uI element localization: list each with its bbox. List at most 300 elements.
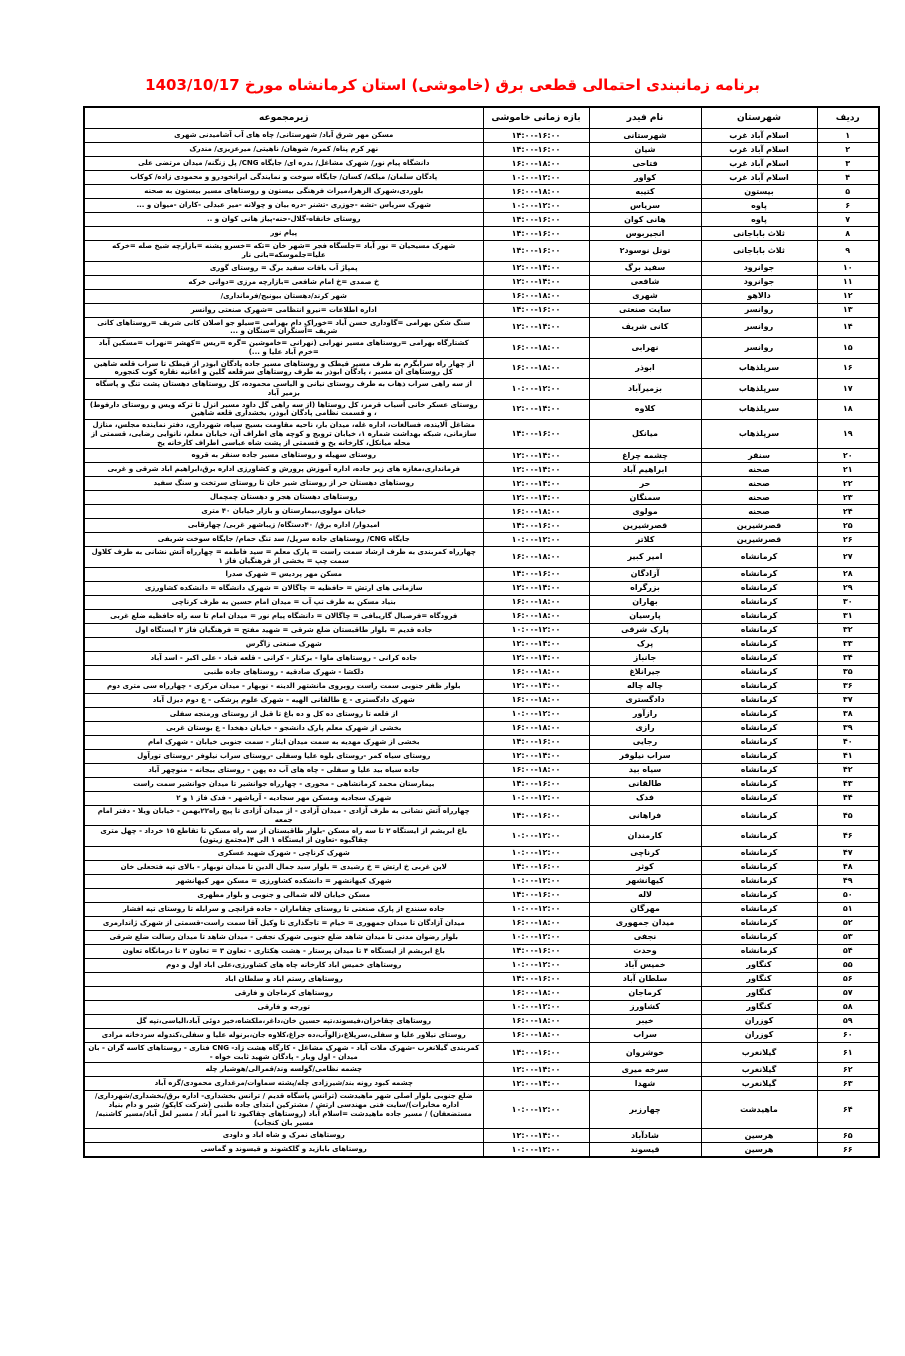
county-cell: کرمانشاه: [701, 930, 817, 944]
table-row: [84, 1077, 879, 1091]
area-cell: بخشی از شهرک مهدیه به سمت میدان ایثار - سمت جنوبی خیابان - شهرک امام: [84, 735, 483, 749]
table-row: [84, 651, 879, 665]
area-cell: چشمه کبود رونه بند/شیرزادی چله/پشته سماوات/مرغداری محمودی/گزه آباد: [84, 1077, 483, 1091]
table-row: [84, 665, 879, 679]
feeder-cell: شهرستانی: [589, 129, 701, 143]
feeder-cell: سلطان آباد: [589, 972, 701, 986]
time-cell: ۱۴:۰۰-۱۶:۰۰: [483, 1042, 589, 1063]
row-number-cell: ۵۷: [817, 986, 879, 1000]
table-row: [84, 1028, 879, 1042]
time-cell: ۱۴:۰۰-۱۶:۰۰: [483, 777, 589, 791]
time-cell: ۱۰:۰۰-۱۲:۰۰: [483, 874, 589, 888]
feeder-cell: لاله: [589, 888, 701, 902]
feeder-cell: کرناچی: [589, 846, 701, 860]
feeder-cell: خوشروان: [589, 1042, 701, 1063]
county-cell: کرمانشاه: [701, 581, 817, 595]
row-number-cell: ۴۳: [817, 777, 879, 791]
area-cell: روستای سیاه کمر -روستای بلوه علیا وسفلی -روستای سراب نیلوفر -روستای تورآول: [84, 749, 483, 763]
header-row-number: ردیف: [817, 107, 879, 129]
time-cell: ۱۴:۰۰-۱۶:۰۰: [483, 972, 589, 986]
row-number-cell: ۵۱: [817, 902, 879, 916]
row-number-cell: ۲۹: [817, 581, 879, 595]
row-number-cell: ۱۵: [817, 338, 879, 359]
time-cell: ۱۲:۰۰-۱۴:۰۰: [483, 637, 589, 651]
row-number-cell: ۵۵: [817, 958, 879, 972]
row-number-cell: ۶۳: [817, 1077, 879, 1091]
area-cell: فرمانداری،مغازه های زیر جاده، اداره آموزش پرورش و کشاورزی اداره برق،ابراهیم اباد شرقی و غربی: [84, 463, 483, 477]
county-cell: کرمانشاه: [701, 609, 817, 623]
table-row: [84, 944, 879, 958]
feeder-cell: پارسیان: [589, 609, 701, 623]
time-cell: ۱۶:۰۰-۱۸:۰۰: [483, 721, 589, 735]
county-cell: کرمانشاه: [701, 749, 817, 763]
area-cell: روستای خانقاه-گلال-حنه-پیاز هانی کوان و ..: [84, 213, 483, 227]
county-cell: کرمانشاه: [701, 791, 817, 805]
time-cell: ۱۶:۰۰-۱۸:۰۰: [483, 289, 589, 303]
area-cell: از سه راهی سراب ذهاب به طرف روستای نیانی و الیاسی محموده، کل روستاهای دهستان پشت تنگ و پاسگاه بزمیر آباد: [84, 379, 483, 400]
feeder-cell: سایت صنعتی: [589, 303, 701, 317]
county-cell: کوزران: [701, 1028, 817, 1042]
time-cell: ۱۴:۰۰-۱۶:۰۰: [483, 735, 589, 749]
feeder-cell: کلاوه: [589, 399, 701, 420]
feeder-cell: شهدا: [589, 1077, 701, 1091]
area-cell: ضلع جنوبی بلوار اصلی شهر ماهیدشت (ترانس پاسگاه قدیم / ترانس بخشداری- اداره برق/بخشداری/شهرداری/اداره مخابرات)/سایت فنی مهندسی ارتش / مشترکین ابتدای جاده طنبی (شرکت کاپکو/ شیر و دام بنیاد مستضعفان) / مسیر جاده ماهیدشت =اسلام آباد (روستاهای چقاکبود تا امیر آباد / مسیر لعل آباد/مسیر کاشنبه/مسیر بان کنجاب): [84, 1091, 483, 1129]
county-cell: سرپلذهاب: [701, 358, 817, 379]
area-cell: روستاهای نمرک و شاه اباد و داودی: [84, 1129, 483, 1143]
row-number-cell: ۱۸: [817, 399, 879, 420]
feeder-cell: پارک شرقی: [589, 623, 701, 637]
time-cell: ۱۴:۰۰-۱۶:۰۰: [483, 860, 589, 874]
feeder-cell: قصرشیرین: [589, 519, 701, 533]
time-cell: ۱۰:۰۰-۱۲:۰۰: [483, 791, 589, 805]
table-row: [84, 805, 879, 826]
row-number-cell: ۹: [817, 241, 879, 262]
table-row: [84, 338, 879, 359]
table-row: [84, 303, 879, 317]
row-number-cell: ۲: [817, 143, 879, 157]
time-cell: ۱۴:۰۰-۱۶:۰۰: [483, 888, 589, 902]
feeder-cell: فراهانی: [589, 805, 701, 826]
area-cell: تورجه و فارقی: [84, 1000, 483, 1014]
area-cell: نهر کرم پناه/ کمره/ شوهان/ ناهیتی/ میرعزیزی/ مندرک: [84, 143, 483, 157]
area-cell: فرودگاه =فرصبال گاریبافی = چاگالان = دانشگاه پیام نور = میدان امام تا سه راه حافظیه ضلع غربی: [84, 609, 483, 623]
feeder-cell: چاله چاله: [589, 679, 701, 693]
table-row: [84, 129, 879, 143]
feeder-cell: شهری: [589, 289, 701, 303]
row-number-cell: ۳۵: [817, 665, 879, 679]
row-number-cell: ۲۴: [817, 505, 879, 519]
table-row: [84, 777, 879, 791]
area-cell: شهرک کیهانشهر = دانشکده کشاورزی = مسکن مهر کیهانشهر: [84, 874, 483, 888]
county-cell: کنگاور: [701, 958, 817, 972]
area-cell: مشاغل آلاینده، فسالغات، اداره غله، میدان بار، ناحیه مقاومت بسیج سپاه، شهرداری، دفتر نماینده مجلس، منازل سازمانی، شبکه بهداشت شماره ۱، خیابان ترویج و کوچه های اطراف آن، خیابان معلم، نانوایی رضایی، قسمتی از محله میانکل، کارخانه یخ و قسمتی از پشت شاه عباسی اطراف کارخانه یخ: [84, 420, 483, 449]
table-row: [84, 505, 879, 519]
row-number-cell: ۱۴: [817, 317, 879, 338]
county-cell: کنگاور: [701, 972, 817, 986]
time-cell: ۱۰:۰۰-۱۲:۰۰: [483, 1000, 589, 1014]
feeder-cell: میانکل: [589, 420, 701, 449]
county-cell: روانسر: [701, 317, 817, 338]
row-number-cell: ۲۳: [817, 491, 879, 505]
county-cell: سنقر: [701, 449, 817, 463]
table-row: [84, 826, 879, 847]
table-row: [84, 902, 879, 916]
county-cell: اسلام آباد غرب: [701, 129, 817, 143]
table-row: [84, 358, 879, 379]
area-cell: مسکن مهر پردیس = شهرک صدرا: [84, 567, 483, 581]
table-row: [84, 275, 879, 289]
feeder-cell: خیبر: [589, 1014, 701, 1028]
feeder-cell: سریاس: [589, 199, 701, 213]
area-cell: روستاهای کرماجان و فارقی: [84, 986, 483, 1000]
area-cell: کشتارگاه بهرامی =روستاهای مسیر نهرابی (نهرانی =خاموشین =گره =ریس =کهشر =نهراب =مسکین آباد =خرم آباد علیا و ...): [84, 338, 483, 359]
county-cell: گیلانغرب: [701, 1077, 817, 1091]
area-cell: کمربندی گیلانغرب -شهرک ملات آباد - شهرک مشاغل - کارگاه هشت زاد- CNG فناری - روستاهای کاسه گران - بان میدان - اول ویار - پادگان شهید ثابت خواه -: [84, 1042, 483, 1063]
county-cell: کرمانشاه: [701, 902, 817, 916]
time-cell: ۱۰:۰۰-۱۲:۰۰: [483, 846, 589, 860]
row-number-cell: ۵۶: [817, 972, 879, 986]
area-cell: سنگ شکن بهرامی =گاوداری حسن آباد =خوراک دام بهرامی =سیلو جو اصلان کانی شریف =روستاهای کانی شریف =آسنگران =سنگان و ...: [84, 317, 483, 338]
time-cell: ۱۶:۰۰-۱۸:۰۰: [483, 986, 589, 1000]
area-cell: امیدوار/ اداره برق/ ۴۰دستگاه/ زیباشهر غربی/ چهارقابی: [84, 519, 483, 533]
time-cell: ۱۲:۰۰-۱۴:۰۰: [483, 399, 589, 420]
table-row: [84, 241, 879, 262]
row-number-cell: ۴: [817, 171, 879, 185]
feeder-cell: میدان جمهوری: [589, 916, 701, 930]
row-number-cell: ۵۸: [817, 1000, 879, 1014]
area-cell: روستاهای خمیس اباد کارخانه چاه های کشاورزی،علی اباد اول و دوم: [84, 958, 483, 972]
feeder-cell: حر: [589, 477, 701, 491]
table-row: [84, 261, 879, 275]
county-cell: روانسر: [701, 338, 817, 359]
feeder-cell: مولوی: [589, 505, 701, 519]
row-number-cell: ۴۷: [817, 846, 879, 860]
time-cell: ۱۴:۰۰-۱۶:۰۰: [483, 567, 589, 581]
feeder-cell: آزادگان: [589, 567, 701, 581]
row-number-cell: ۲۶: [817, 533, 879, 547]
area-cell: جاده سنندج از پارک صنعتی تا روستای چقاماران - جاده قزانچی و سرابله تا روستای تپه افشار: [84, 902, 483, 916]
table-row: [84, 289, 879, 303]
feeder-cell: بهاران: [589, 595, 701, 609]
county-cell: کرمانشاه: [701, 846, 817, 860]
time-cell: ۱۰:۰۰-۱۲:۰۰: [483, 958, 589, 972]
area-cell: روستاهای چقاخزان،فیسوند،تپه حسین خان،داغر،ملکشاه،خیر دوئی آباد،الیاسی،تپه گل: [84, 1014, 483, 1028]
area-cell: باغ ابریشم از ایستگاه ۲ تا سه راه مسکن -بلوار طاقبستان از سه راه مسکن تا تقاطع ۱۵ خرداد - چهل متری چقاگیوه -تعاون از ایستگاه ۱ الی ۴(مجتمع زیتون): [84, 826, 483, 847]
feeder-cell: کوثر: [589, 860, 701, 874]
area-cell: از قلعه تا روستای ده کل و ده باغ تا قبل از روستای ورمنجه سفلی: [84, 707, 483, 721]
area-cell: چهارراه آتش نشانی به طرف آزادی - میدان آزادی - از میدان آزادی تا پیچ راه۲۲بهمن - خیابان ویلا - دفتر امام جمعه: [84, 805, 483, 826]
time-cell: ۱۰:۰۰-۱۲:۰۰: [483, 171, 589, 185]
area-cell: چهارراه کمربندی به طرف ارشاد سمت راست = پارک معلم = سید فاطمه = چهارراه آتش نشانی به طرف کلاول سمت چپ = بخشی از فرهنگیان فاز ۱: [84, 547, 483, 568]
area-cell: بنیاد مسکن به طرف تپ آب = میدان امام حسین به طرف کرناچی: [84, 595, 483, 609]
row-number-cell: ۶۵: [817, 1129, 879, 1143]
time-cell: ۱۲:۰۰-۱۴:۰۰: [483, 275, 589, 289]
feeder-cell: شادآباد: [589, 1129, 701, 1143]
feeder-cell: شافعی: [589, 275, 701, 289]
time-cell: ۱۰:۰۰-۱۲:۰۰: [483, 902, 589, 916]
feeder-cell: سفید برگ: [589, 261, 701, 275]
feeder-cell: تونل نوسود۲: [589, 241, 701, 262]
time-cell: ۱۴:۰۰-۱۶:۰۰: [483, 143, 589, 157]
table-row: [84, 735, 879, 749]
row-number-cell: ۱۱: [817, 275, 879, 289]
area-cell: بلوار رضوان مدنی تا میدان شاهد ضلع جنوبی شهرک نجفی - میدان شاهد تا میدان رسالت ضلع شرقی: [84, 930, 483, 944]
row-number-cell: ۳۹: [817, 721, 879, 735]
row-number-cell: ۲۱: [817, 463, 879, 477]
county-cell: بیستون: [701, 185, 817, 199]
row-number-cell: ۵۳: [817, 930, 879, 944]
feeder-cell: سمنگان: [589, 491, 701, 505]
table-row: [84, 595, 879, 609]
feeder-cell: رازی: [589, 721, 701, 735]
time-cell: ۱۰:۰۰-۱۲:۰۰: [483, 930, 589, 944]
area-cell: میدان آزادگان تا میدان جمهوری = خیام = تاجگذاری تا وکیل آقا سمت راست-قسمتی از شهرک ژاندارمری: [84, 916, 483, 930]
table-row: [84, 623, 879, 637]
time-cell: ۱۶:۰۰-۱۸:۰۰: [483, 693, 589, 707]
table-row: [84, 888, 879, 902]
table-row: [84, 721, 879, 735]
county-cell: کرمانشاه: [701, 679, 817, 693]
table-row: [84, 213, 879, 227]
time-cell: ۱۴:۰۰-۱۶:۰۰: [483, 420, 589, 449]
time-cell: ۱۰:۰۰-۱۲:۰۰: [483, 826, 589, 847]
feeder-cell: امیر کبیر: [589, 547, 701, 568]
feeder-cell: سراب: [589, 1028, 701, 1042]
time-cell: ۱۰:۰۰-۱۲:۰۰: [483, 707, 589, 721]
table-row: [84, 547, 879, 568]
time-cell: ۱۲:۰۰-۱۴:۰۰: [483, 679, 589, 693]
time-cell: ۱۶:۰۰-۱۸:۰۰: [483, 916, 589, 930]
table-row: [84, 972, 879, 986]
county-cell: ماهیدشت: [701, 1091, 817, 1129]
feeder-cell: رجایی: [589, 735, 701, 749]
feeder-cell: مهرگان: [589, 902, 701, 916]
county-cell: جوانرود: [701, 261, 817, 275]
time-cell: ۱۴:۰۰-۱۶:۰۰: [483, 129, 589, 143]
row-number-cell: ۶۲: [817, 1063, 879, 1077]
county-cell: قصرشیرین: [701, 519, 817, 533]
time-cell: ۱۶:۰۰-۱۸:۰۰: [483, 505, 589, 519]
row-number-cell: ۳: [817, 157, 879, 171]
table-row: [84, 227, 879, 241]
table-row: [84, 519, 879, 533]
time-cell: ۱۶:۰۰-۱۸:۰۰: [483, 609, 589, 623]
area-cell: روستای عسکر خانی آسیاب قرمز، کل روستاها (از سه راهی گل داود مسیر انزل تا ترکه ویس و روستای دارفوط) ، و قسمت نظامی پادگان ابوذر، بخشداری قلعه شاهین: [84, 399, 483, 420]
feeder-cell: نهرابی: [589, 338, 701, 359]
table-row: [84, 185, 879, 199]
county-cell: کرمانشاه: [701, 888, 817, 902]
time-cell: ۱۶:۰۰-۱۸:۰۰: [483, 665, 589, 679]
row-number-cell: ۳۶: [817, 679, 879, 693]
time-cell: ۱۴:۰۰-۱۶:۰۰: [483, 213, 589, 227]
table-row: [84, 846, 879, 860]
time-cell: ۱۰:۰۰-۱۲:۰۰: [483, 533, 589, 547]
county-cell: کرمانشاه: [701, 567, 817, 581]
feeder-cell: کلاتر: [589, 533, 701, 547]
area-cell: شهرک مسیحیان = نور آباد =جلسگاه فجر =شهر خان =تکه =خسرو پشنه =بازارچه شیخ صله =خرکه علیا=جلموسکه=بانی نار: [84, 241, 483, 262]
county-cell: کرمانشاه: [701, 693, 817, 707]
area-cell: شهرک دادگستری - ع طالقانی الهیه - شهرک علوم پزشکی - ع دوم دیزل آباد: [84, 693, 483, 707]
county-cell: کرمانشاه: [701, 595, 817, 609]
area-cell: دلکشا - شهرک صادقیه - روستاهای جاده طنبی: [84, 665, 483, 679]
table-row: [84, 317, 879, 338]
feeder-cell: انجیربوس: [589, 227, 701, 241]
area-cell: شهرک کرناچی - شهرک شهید عسکری: [84, 846, 483, 860]
table-row: [84, 581, 879, 595]
time-cell: ۱۲:۰۰-۱۴:۰۰: [483, 749, 589, 763]
row-number-cell: ۱۲: [817, 289, 879, 303]
row-number-cell: ۵۰: [817, 888, 879, 902]
feeder-cell: قیسوند: [589, 1143, 701, 1158]
row-number-cell: ۱۶: [817, 358, 879, 379]
table-row: [84, 958, 879, 972]
row-number-cell: ۶۶: [817, 1143, 879, 1158]
area-cell: خیابان مولوی،بیمارستان و بازار خیابان ۴۰ متری: [84, 505, 483, 519]
page-title: برنامه زمانبندی احتمالی قطعی برق (خاموشی) استان کرمانشاه مورخ 1403/10/17: [145, 76, 760, 94]
county-cell: کرمانشاه: [701, 735, 817, 749]
time-cell: ۱۴:۰۰-۱۶:۰۰: [483, 805, 589, 826]
table-row: [84, 477, 879, 491]
table-row: [84, 420, 879, 449]
row-number-cell: ۱۷: [817, 379, 879, 400]
table-row: [84, 986, 879, 1000]
county-cell: کرمانشاه: [701, 637, 817, 651]
table-row: [84, 679, 879, 693]
county-cell: ثلاث باباجانی: [701, 227, 817, 241]
table-row: [84, 533, 879, 547]
area-cell: شهرک سریاس -تشه -جوزری -تشنر -دره بیان و چولانه -میر عبدلی -کاران -میوان و ...: [84, 199, 483, 213]
area-cell: سازمانی های ارتش = حافظیه = چاگالان = شهرک دانشگاه = دانشکده کشاورزی: [84, 581, 483, 595]
table-row: [84, 143, 879, 157]
row-number-cell: ۶۴: [817, 1091, 879, 1129]
row-number-cell: ۵: [817, 185, 879, 199]
county-cell: کرمانشاه: [701, 916, 817, 930]
county-cell: کرمانشاه: [701, 651, 817, 665]
time-cell: ۱۴:۰۰-۱۶:۰۰: [483, 944, 589, 958]
header-row: [84, 107, 879, 129]
area-cell: دانشگاه پیام نور/ شهرک مشاغل/ بدره ای/ جایگاه CNG/ پل زنگنه/ میدان مرتضی علی: [84, 157, 483, 171]
feeder-cell: پرک: [589, 637, 701, 651]
time-cell: ۱۲:۰۰-۱۴:۰۰: [483, 651, 589, 665]
county-cell: اسلام آباد غرب: [701, 143, 817, 157]
area-cell: جایگاه CNG/ روستاهای جاده سرپل/ سد تنگ حمام/ جایگاه سوخت شریفی: [84, 533, 483, 547]
feeder-cell: رازآور: [589, 707, 701, 721]
county-cell: سرپلذهاب: [701, 399, 817, 420]
table-row: [84, 609, 879, 623]
header-feeder: نام فیدر: [589, 107, 701, 129]
county-cell: کرمانشاه: [701, 874, 817, 888]
time-cell: ۱۲:۰۰-۱۴:۰۰: [483, 1077, 589, 1091]
feeder-cell: کرماجان: [589, 986, 701, 1000]
county-cell: سرپلذهاب: [701, 420, 817, 449]
area-cell: شهرک صنعتی زاگرس: [84, 637, 483, 651]
row-number-cell: ۳۰: [817, 595, 879, 609]
table-row: [84, 791, 879, 805]
row-number-cell: ۴۲: [817, 763, 879, 777]
time-cell: ۱۶:۰۰-۱۸:۰۰: [483, 1014, 589, 1028]
row-number-cell: ۲۰: [817, 449, 879, 463]
area-cell: باغ ابریشم از ایستگاه ۴ تا میدان پرستار - هشت هکتاری - تعاون ۳ = تعاون ۲ تا درمانگاه تعاون: [84, 944, 483, 958]
county-cell: کرمانشاه: [701, 623, 817, 637]
area-cell: پیام نور: [84, 227, 483, 241]
time-cell: ۱۶:۰۰-۱۸:۰۰: [483, 1028, 589, 1042]
time-cell: ۱۴:۰۰-۱۶:۰۰: [483, 241, 589, 262]
time-cell: ۱۲:۰۰-۱۴:۰۰: [483, 1063, 589, 1077]
table-row: [84, 1129, 879, 1143]
table-row: [84, 199, 879, 213]
time-cell: ۱۲:۰۰-۱۴:۰۰: [483, 477, 589, 491]
table-row: [84, 707, 879, 721]
county-cell: اسلام آباد غرب: [701, 171, 817, 185]
table-row: [84, 1000, 879, 1014]
row-number-cell: ۶۰: [817, 1028, 879, 1042]
county-cell: دالاهو: [701, 289, 817, 303]
row-number-cell: ۲۸: [817, 567, 879, 581]
county-cell: گیلانغرب: [701, 1042, 817, 1063]
table-row: [84, 874, 879, 888]
table-row: [84, 1143, 879, 1158]
outage-schedule-table: [83, 106, 880, 1158]
row-number-cell: ۳۴: [817, 651, 879, 665]
area-cell: از چهار راه سرابگرم به طرف مسیر قیطک و روستاهای مسیر جاده پادگان ابوذر از قیطک تا سراب قلعه شاهین کل روستاهای ان مسیر ، پادگان ابوذر به طرف روستاهای سرقلعه گلین و اعانیه نقاره کوب کنجوره: [84, 358, 483, 379]
feeder-cell: کارمندان: [589, 826, 701, 847]
time-cell: ۱۰:۰۰-۱۲:۰۰: [483, 1091, 589, 1129]
feeder-cell: جانباز: [589, 651, 701, 665]
row-number-cell: ۳۳: [817, 637, 879, 651]
county-cell: هرسین: [701, 1129, 817, 1143]
time-cell: ۱۴:۰۰-۱۶:۰۰: [483, 227, 589, 241]
area-cell: چشمه نظامی/گولسه وند/قمرالی/هوشیار چله: [84, 1063, 483, 1077]
row-number-cell: ۸: [817, 227, 879, 241]
feeder-cell: خمیس آباد: [589, 958, 701, 972]
row-number-cell: ۶۱: [817, 1042, 879, 1063]
row-number-cell: ۳۸: [817, 707, 879, 721]
row-number-cell: ۵۴: [817, 944, 879, 958]
row-number-cell: ۳۱: [817, 609, 879, 623]
area-cell: روستای نیلاور علیا و سفلی،سرپلاغ،زالوآب،ده جراغ،کلاوه جان،برنوله علیا و سفلی،کندوله سردخانه مرادی: [84, 1028, 483, 1042]
area-cell: شهرک سجادیه ومسکن مهر سجادیه - آریاشهر - فدک فاز ۱ و ۲: [84, 791, 483, 805]
county-cell: صحنه: [701, 505, 817, 519]
table-row: [84, 930, 879, 944]
county-cell: سرپلذهاب: [701, 379, 817, 400]
county-cell: کرمانشاه: [701, 707, 817, 721]
row-number-cell: ۵۹: [817, 1014, 879, 1028]
time-cell: ۱۶:۰۰-۱۸:۰۰: [483, 547, 589, 568]
county-cell: کرمانشاه: [701, 547, 817, 568]
area-cell: بیمارستان محمد کرمانشاهی - محوری - چهارراه جوانشیر تا میدان جوانشیر سمت راست: [84, 777, 483, 791]
feeder-cell: چهارزبر: [589, 1091, 701, 1129]
feeder-cell: ابوذر: [589, 358, 701, 379]
time-cell: ۱۶:۰۰-۱۸:۰۰: [483, 358, 589, 379]
county-cell: جوانرود: [701, 275, 817, 289]
table-row: [84, 567, 879, 581]
area-cell: بلوردی،شهرک الزهرا،میراث فرهنگی بیستون و روستاهای مسیر بیستون به صحنه: [84, 185, 483, 199]
county-cell: کرمانشاه: [701, 763, 817, 777]
time-cell: ۱۲:۰۰-۱۴:۰۰: [483, 463, 589, 477]
county-cell: کرمانشاه: [701, 665, 817, 679]
time-cell: ۱۶:۰۰-۱۸:۰۰: [483, 157, 589, 171]
row-number-cell: ۶: [817, 199, 879, 213]
time-cell: ۱۰:۰۰-۱۲:۰۰: [483, 199, 589, 213]
table-row: [84, 693, 879, 707]
table-row: [84, 637, 879, 651]
time-cell: ۱۴:۰۰-۱۶:۰۰: [483, 303, 589, 317]
table-header: [84, 107, 879, 129]
row-number-cell: ۱۰: [817, 261, 879, 275]
header-county: شهرستان: [701, 107, 817, 129]
time-cell: ۱۲:۰۰-۱۴:۰۰: [483, 261, 589, 275]
table-row: [84, 763, 879, 777]
